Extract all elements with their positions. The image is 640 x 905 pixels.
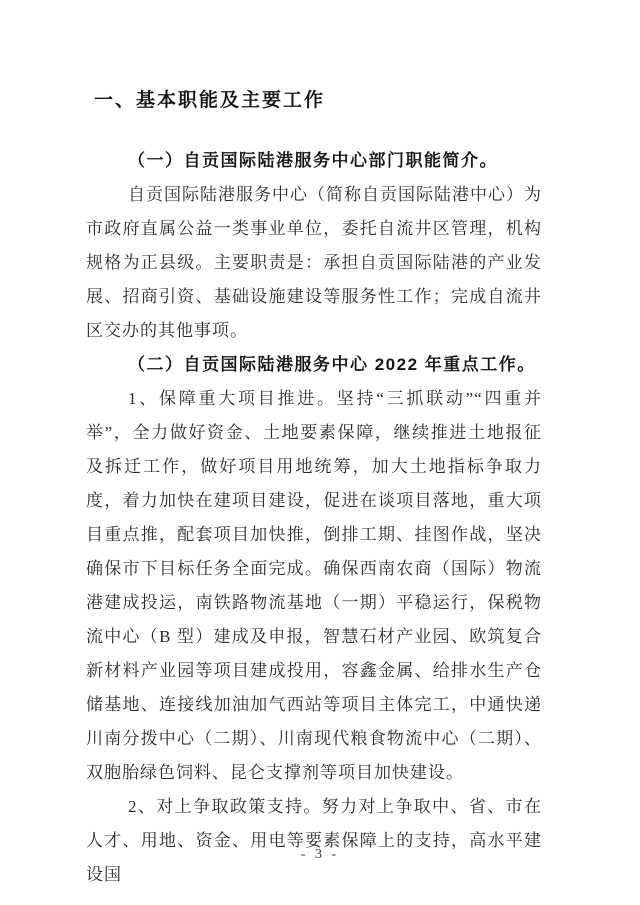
paragraph-key-task-1: 1、保障重大项目推进。坚持“三抓联动”“四重并举”，全力做好资金、土地要素保障，继续推进土地报征及拆迁工作，做好项目用地统筹，加大土地指标争取力度，着力加快在建项目建设，促进在谈项目落地，重大项目重点推，配套项目加快推，倒排工期、挂图作战，坚决确保市下目标任务全面完成。确保西南农商（国际）物流港建成投运，南铁路物流基地（一期）平稳运行，保税物流中心（B 型）建成及申报，智慧石材产业园、欧筑复合新材料产业园等项目建成投用，容鑫金属、给排水生产仓储基地、连接线加油加气西站等项目主体完工，中通快递川南分拨中心（二期）、川南现代粮食物流中心（二期）、双胞胎绿色饲料、昆仑支撑剂等项目加快建设。	[86, 389, 542, 782]
paragraph-functions-intro: 自贡国际陆港服务中心（简称自贡国际陆港中心）为市政府直属公益一类事业单位，委托自流井区管理，机构规格为正县级。主要职责是：承担自贡国际陆港的产业发展、招商引资、基础设施建设等服务性工作；完成自流井区交办的其他事项。	[86, 185, 542, 340]
paragraph-key-task-2: 2、对上争取政策支持。努力对上争取中、省、市在人才、用地、资金、用电等要素保障上的支持，高水平建设国	[86, 797, 542, 884]
page-number: - 3 -	[300, 847, 340, 862]
subsection-heading-2022-key-work: （二）自贡国际陆港服务中心 2022 年重点工作。	[128, 355, 536, 374]
subsection-heading-functions: （一）自贡国际陆港服务中心部门职能简介。	[128, 151, 498, 170]
content-area	[86, 84, 542, 892]
section-heading: 一、基本职能及主要工作	[94, 90, 326, 111]
